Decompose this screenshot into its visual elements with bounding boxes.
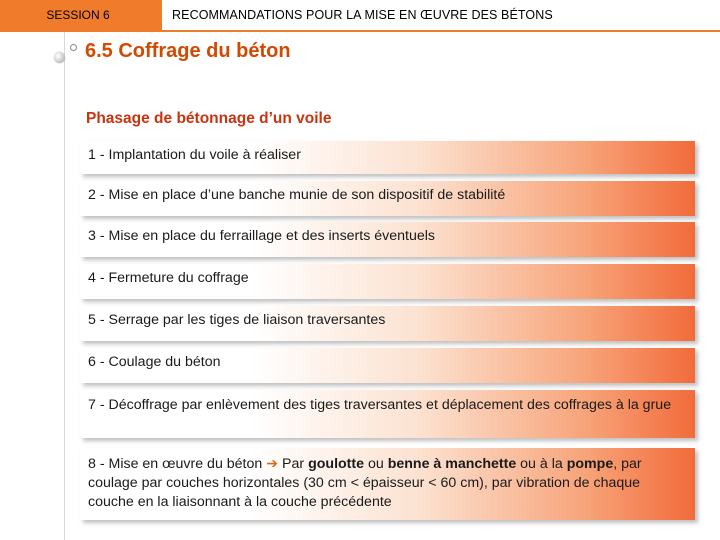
session-label: SESSION 6 [46,8,110,22]
step-8-text-1: 8 - Mise en œuvre du béton [88,456,267,472]
step-8-text-3: ou [364,456,388,472]
step-8-text-5: , par coulage par couches horizontales (30 cm < épaisseur < 60 cm), par vibration de chaque couche en la liaisonnant à la couche précédente [88,456,642,510]
step-4: 4 - Fermeture du coffrage [80,264,695,299]
step-2: 2 - Mise en place d’une banche munie de son dispositif de stabilité [80,181,695,216]
header-divider [0,30,720,32]
step-8-benne: benne à manchette [387,456,517,472]
left-margin-line [64,32,65,540]
step-8-text-4: ou à la [516,456,567,472]
section-title: 6.5 Coffrage du béton [85,40,291,62]
step-6: 6 - Coulage du béton [80,348,695,383]
step-8-pompe: pompe [566,456,614,472]
subtitle: Phasage de bétonnage d’un voile [86,110,332,127]
step-8-text-2: Par [278,456,309,472]
session-tab [0,0,162,30]
header-bar [0,0,720,30]
bullet-ring-icon [70,44,77,51]
arrow-right-icon: ➔ [266,456,279,472]
step-5: 5 - Serrage par les tiges de liaison traversantes [80,306,695,341]
step-1: 1 - Implantation du voile à réaliser [80,141,695,174]
step-8-goulotte: goulotte [308,456,365,472]
step-8 [80,448,695,520]
header-title: RECOMMANDATIONS POUR LA MISE EN ŒUVRE DES BÉTONS [172,8,553,22]
step-3: 3 - Mise en place du ferraillage et des inserts éventuels [80,222,695,257]
bullet-sphere-icon [54,52,65,63]
step-7: 7 - Décoffrage par enlèvement des tiges traversantes et déplacement des coffrages à la grue [80,390,695,438]
